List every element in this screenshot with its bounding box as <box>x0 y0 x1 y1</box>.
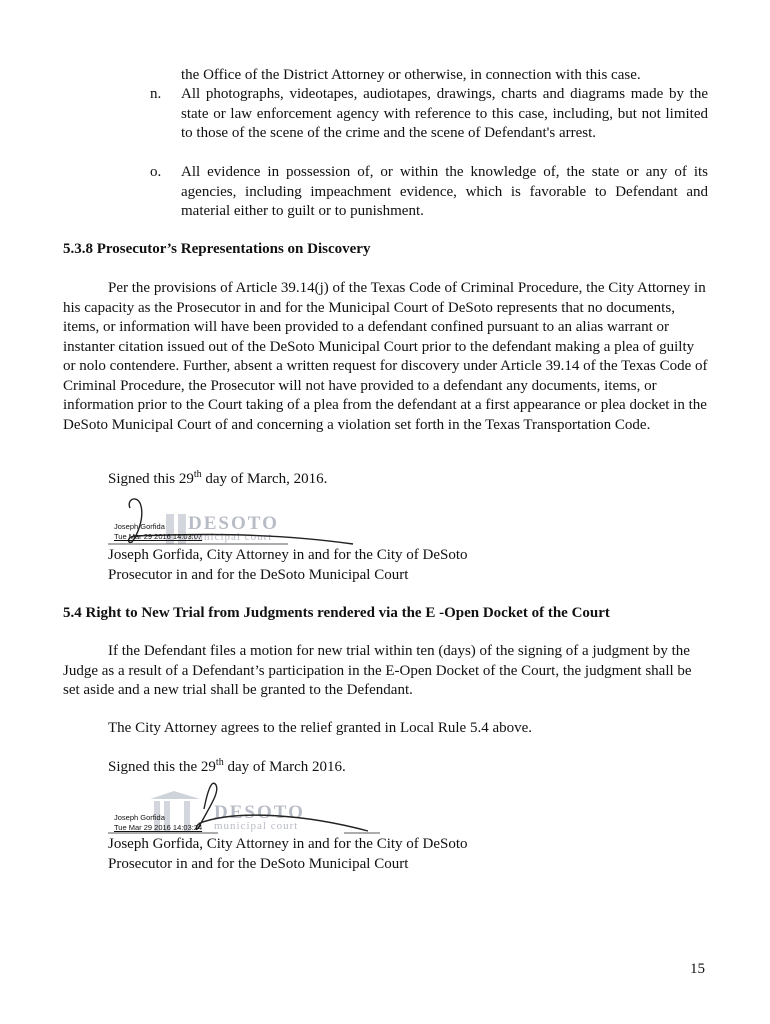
signature-timestamp: Tue Mar 29 2016 14:03:24 <box>114 823 203 832</box>
new-trial-paragraph <box>63 642 710 701</box>
signer-court-2: Prosecutor in and for the DeSoto Municipal Court <box>108 856 409 872</box>
page-number: 15 <box>690 961 705 977</box>
section-heading-5-3-8: 5.3.8 Prosecutor’s Representations on Discovery <box>63 241 371 257</box>
agreement-line: The City Attorney agrees to the relief granted in Local Rule 5.4 above. <box>108 720 533 736</box>
list-item-n <box>150 85 708 144</box>
signed-date-line-1: Signed this 29th day of March, 2016. <box>108 469 328 487</box>
signature-block-1 <box>108 494 408 544</box>
discovery-paragraph-text: Per the provisions of Article 39.14(j) of the Texas Code of Criminal Procedure, the City Attorney in his capacity as the Prosecutor in and for the Municipal Court of DeSoto represents that no documents, items, or information will have been provided to a defendant confined pursuant to an alias warrant or instanter citation issued out of the DeSoto Municipal Court prior to the defendant making a plea of guilty or nolo contendere. Further, absent a written request for discovery under Article 39.14 of the Texas Code of Criminal Procedure, the Prosecutor will not have provided to a defendant any documents, items, or information prior to the Court taking of a plea from the defendant at a first appearance or plea docket in the DeSoto Municipal Court of and concerning a violation set forth in the Texas Transportation Code. <box>63 280 708 433</box>
signature-timestamp: Tue Mar 29 2016 14:03:07 <box>114 532 203 541</box>
list-item-o <box>150 163 708 222</box>
discovery-paragraph <box>63 279 710 435</box>
watermark-title: DESOTO <box>214 802 305 823</box>
signer-title-2: Joseph Gorfida, City Attorney in and for the City of DeSoto <box>108 836 468 852</box>
signature-name: Joseph Gorfida <box>114 813 165 822</box>
section-heading-5-4: 5.4 Right to New Trial from Judgments rendered via the E -Open Docket of the Court <box>63 605 610 621</box>
new-trial-paragraph-text: If the Defendant files a motion for new trial within ten (days) of the signing of a judgment by the Judge as a result of a Defendant’s participation in the E-Open Docket of the Court, the judgment shall be set aside and a new trial shall be granted to the Defendant. <box>63 643 692 698</box>
watermark-subtitle: municipal court <box>188 531 273 543</box>
list-continuation: the Office of the District Attorney or otherwise, in connection with this case. <box>181 67 641 83</box>
watermark-title: DESOTO <box>188 513 279 534</box>
watermark-subtitle: municipal court <box>214 820 299 832</box>
list-item-text: All photographs, videotapes, audiotapes, drawings, charts and diagrams made by the state or law enforcement agency with reference to this case, including, but not limited to those of the scene of the crime and the scene of Defendant's arrest. <box>181 86 708 141</box>
list-marker: o. <box>150 164 162 180</box>
list-marker: n. <box>150 86 162 102</box>
signer-court-1: Prosecutor in and for the DeSoto Municipal Court <box>108 567 409 583</box>
signed-date-line-2: Signed this the 29th day of March 2016. <box>108 757 346 775</box>
signature-name: Joseph Gorfida <box>114 522 165 531</box>
list-item-text: All evidence in possession of, or within the knowledge of, the state or any of its agencies, including impeachment evidence, which is favorable to Defendant and material either to guilt or to punishment. <box>181 164 708 219</box>
signer-title-1: Joseph Gorfida, City Attorney in and for the City of DeSoto <box>108 547 468 563</box>
signature-block-2 <box>108 779 408 832</box>
